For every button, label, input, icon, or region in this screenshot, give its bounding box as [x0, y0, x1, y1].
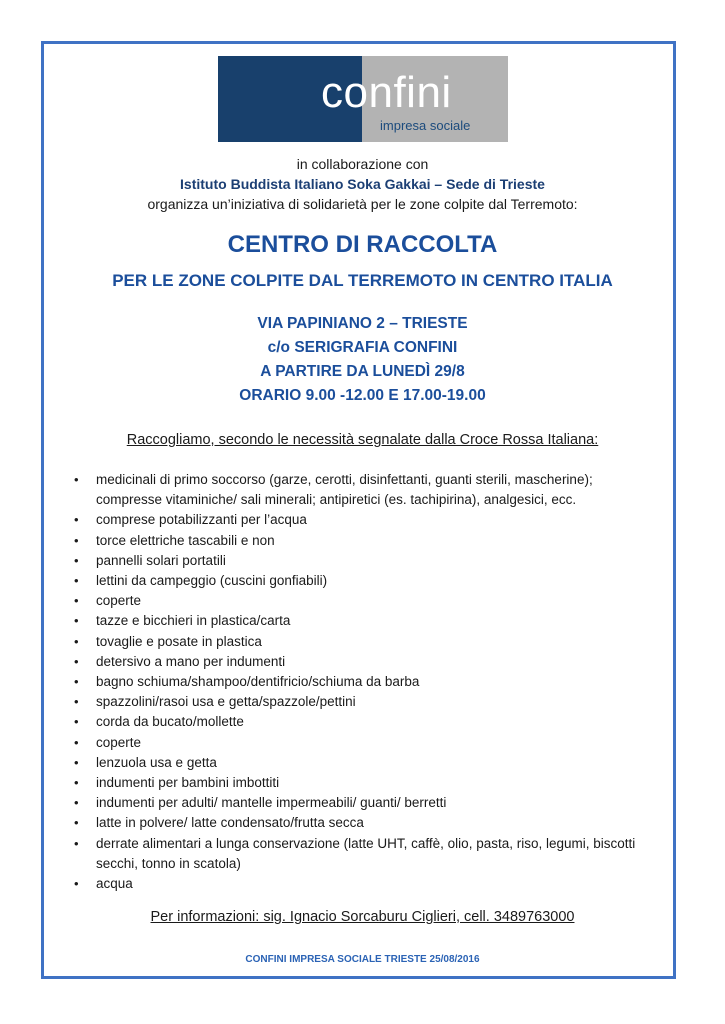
- start-date-line: A PARTIRE DA LUNEDÌ 29/8: [260, 363, 465, 380]
- list-item: [72, 672, 642, 692]
- bullet-icon: •: [74, 674, 79, 690]
- bullet-icon: •: [74, 876, 79, 892]
- contact-info: Per informazioni: sig. Ignacio Sorcaburu Ciglieri, cell. 3489763000: [150, 909, 575, 925]
- list-item-text: detersivo a mano per indumenti: [96, 653, 286, 669]
- bullet-icon: •: [74, 593, 79, 609]
- list-item-text: indumenti per adulti/ mantelle impermeabili/ guanti/ berretti: [96, 795, 447, 811]
- list-item: [72, 652, 642, 672]
- page-subtitle: PER LE ZONE COLPITE DAL TERREMOTO IN CENTRO ITALIA: [112, 271, 613, 290]
- bullet-icon: •: [74, 775, 79, 791]
- bullet-icon: •: [74, 754, 79, 770]
- collection-heading: Raccogliamo, secondo le necessità segnalate dalla Croce Rossa Italiana:: [126, 432, 599, 448]
- logo-wordmark: confini: [321, 68, 452, 117]
- list-item-text: indumenti per bambini imbottiti: [96, 775, 280, 791]
- confini-logo: [218, 56, 508, 142]
- list-item: [72, 632, 642, 652]
- list-item: [72, 692, 642, 712]
- intro-partner: Istituto Buddista Italiano Soka Gakkai – Sede di Trieste: [180, 176, 545, 192]
- opening-hours-line: ORARIO 9.00 -12.00 E 17.00-19.00: [239, 387, 486, 404]
- list-item: [72, 813, 642, 833]
- bullet-icon: •: [74, 734, 79, 750]
- bullet-icon: •: [74, 633, 79, 649]
- list-item: [72, 834, 642, 874]
- items-list: [72, 470, 642, 894]
- address-line: VIA PAPINIANO 2 – TRIESTE: [257, 315, 468, 332]
- bullet-icon: •: [74, 512, 79, 528]
- list-item-text: coperte: [96, 593, 142, 609]
- list-item-text: torce elettriche tascabili e non: [96, 532, 275, 548]
- bullet-icon: •: [74, 573, 79, 589]
- bullet-icon: •: [74, 694, 79, 710]
- list-item: [72, 591, 642, 611]
- bullet-icon: •: [74, 795, 79, 811]
- list-item-text: corda da bucato/mollette: [96, 714, 244, 730]
- list-item: [72, 470, 642, 510]
- intro-line-3: organizza un’iniziativa di solidarietà per le zone colpite dal Terremoto:: [147, 196, 578, 212]
- footer: CONFINI IMPRESA SOCIALE TRIESTE 25/08/2016: [245, 954, 480, 965]
- bullet-icon: •: [74, 472, 79, 487]
- list-item: [72, 793, 642, 813]
- list-item: [72, 551, 642, 571]
- bullet-icon: •: [74, 835, 79, 851]
- list-item-text: bagno schiuma/shampoo/dentifricio/schiuma da barba: [96, 674, 420, 690]
- list-item-text: pannelli solari portatili: [96, 552, 226, 568]
- logo-tagline: impresa sociale: [380, 118, 471, 133]
- bullet-icon: •: [74, 552, 79, 568]
- list-item-text: acqua: [96, 876, 133, 892]
- intro-line-1: in collaborazione con: [296, 156, 429, 172]
- address-line: c/o SERIGRAFIA CONFINI: [267, 339, 458, 356]
- list-item: [72, 874, 642, 894]
- list-item-text: latte in polvere/ latte condensato/frutta secca: [96, 815, 364, 831]
- list-item: [72, 571, 642, 591]
- list-item-text: medicinali di primo soccorso (garze, cerotti, disinfettanti, guanti sterili, mascherine); compresse vitaminiche/ sali minerali; antipiretici (es. tachipirina), analgesici, ecc.: [96, 472, 593, 508]
- list-item-text: tovaglie e posate in plastica: [96, 633, 262, 649]
- page-title: CENTRO DI RACCOLTA: [227, 231, 498, 258]
- bullet-icon: •: [74, 532, 79, 548]
- list-item-text: lenzuola usa e getta: [96, 754, 217, 770]
- list-item-text: lettini da campeggio (cuscini gonfiabili): [96, 573, 328, 589]
- bullet-icon: •: [74, 714, 79, 730]
- list-item: [72, 510, 642, 530]
- list-item-text: tazze e bicchieri in plastica/carta: [96, 613, 291, 629]
- list-item: [72, 531, 642, 551]
- list-item: [72, 712, 642, 732]
- bullet-icon: •: [74, 653, 79, 669]
- bullet-icon: •: [74, 815, 79, 831]
- bullet-icon: •: [74, 613, 79, 629]
- list-item-text: derrate alimentari a lunga conservazione (latte UHT, caffè, olio, pasta, riso, legumi, biscotti secchi, tonno in scatola): [96, 835, 636, 871]
- list-item-text: comprese potabilizzanti per l’acqua: [96, 512, 307, 528]
- list-item-text: coperte: [96, 734, 142, 750]
- list-item: [72, 773, 642, 793]
- list-item: [72, 753, 642, 773]
- list-item: [72, 733, 642, 753]
- list-item: [72, 611, 642, 631]
- list-item-text: spazzolini/rasoi usa e getta/spazzole/pettini: [96, 694, 356, 710]
